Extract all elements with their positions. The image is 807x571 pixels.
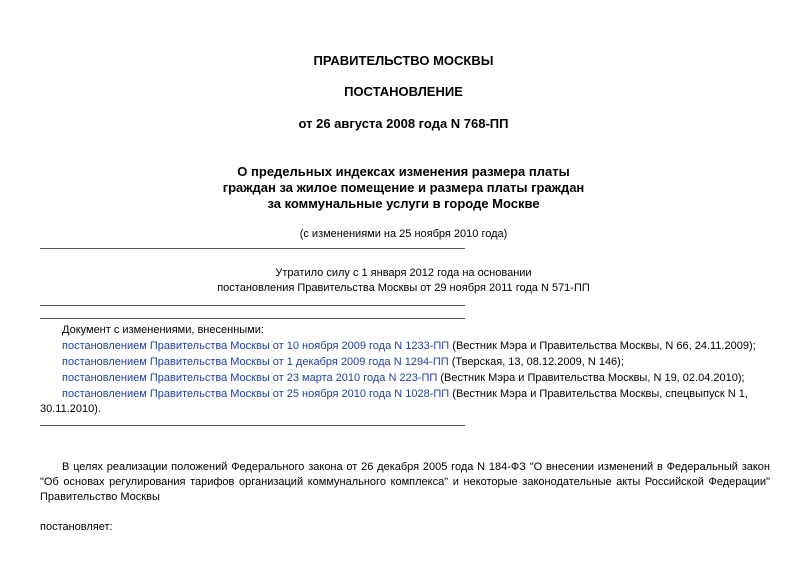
preamble-paragraph: В целях реализации положений Федерального закона от 26 декабря 2005 года N 184-ФЗ "О внесении изменений в Федеральный закон "Об основах регулирования тарифов организаций коммунального комплекса" и некоторые законодательные акты Российской Федерации" Правительство Москвы (40, 461, 770, 503)
amendment-link[interactable]: постановлением Правительства Москвы от 10 ноября 2009 года N 1233-ПП (62, 340, 450, 352)
list-item (62, 388, 748, 400)
document-type: ПОСТАНОВЛЕНИЕ (344, 84, 463, 99)
divider (40, 305, 465, 306)
document-date-number: от 26 августа 2008 года N 768-ПП (298, 116, 509, 131)
amendment-source: (Вестник Мэра и Правительства Москвы, спецвыпуск N 1, (449, 388, 748, 400)
divider (40, 248, 465, 249)
resolves-text: постановляет: (40, 521, 113, 533)
expired-line-1: Утратило силу с 1 января 2012 года на основании (275, 267, 532, 279)
amendment-source: (Вестник Мэра и Правительства Москвы, N 66, 24.11.2009); (449, 340, 756, 352)
expired-line-2: постановления Правительства Москвы от 29 ноября 2011 года N 571-ПП (217, 282, 590, 294)
title-line-2: граждан за жилое помещение и размера платы граждан (222, 180, 585, 195)
amendment-source-continued: 30.11.2010). (40, 403, 101, 415)
amendment-link[interactable]: постановлением Правительства Москвы от 23 марта 2010 года N 223-ПП (62, 372, 438, 384)
changes-intro: Документ с изменениями, внесенными: (62, 324, 264, 336)
divider (40, 318, 465, 319)
list-item (62, 356, 624, 368)
title-line-1: О предельных индексах изменения размера платы (237, 164, 570, 179)
divider (40, 425, 465, 426)
list-item (62, 372, 745, 384)
amendment-link[interactable]: постановлением Правительства Москвы от 1 декабря 2009 года N 1294-ПП (62, 356, 449, 368)
amendment-link[interactable]: постановлением Правительства Москвы от 25 ноября 2010 года N 1028-ПП (62, 388, 450, 400)
list-item (62, 340, 756, 352)
amendment-source: (Вестник Мэра и Правительства Москвы, N 19, 02.04.2010); (437, 372, 745, 384)
amended-note: (с изменениями на 25 ноября 2010 года) (299, 228, 508, 240)
title-line-3: за коммунальные услуги в городе Москве (267, 196, 540, 211)
government-name: ПРАВИТЕЛЬСТВО МОСКВЫ (313, 53, 494, 68)
amendment-source: (Тверская, 13, 08.12.2009, N 146); (448, 356, 624, 368)
